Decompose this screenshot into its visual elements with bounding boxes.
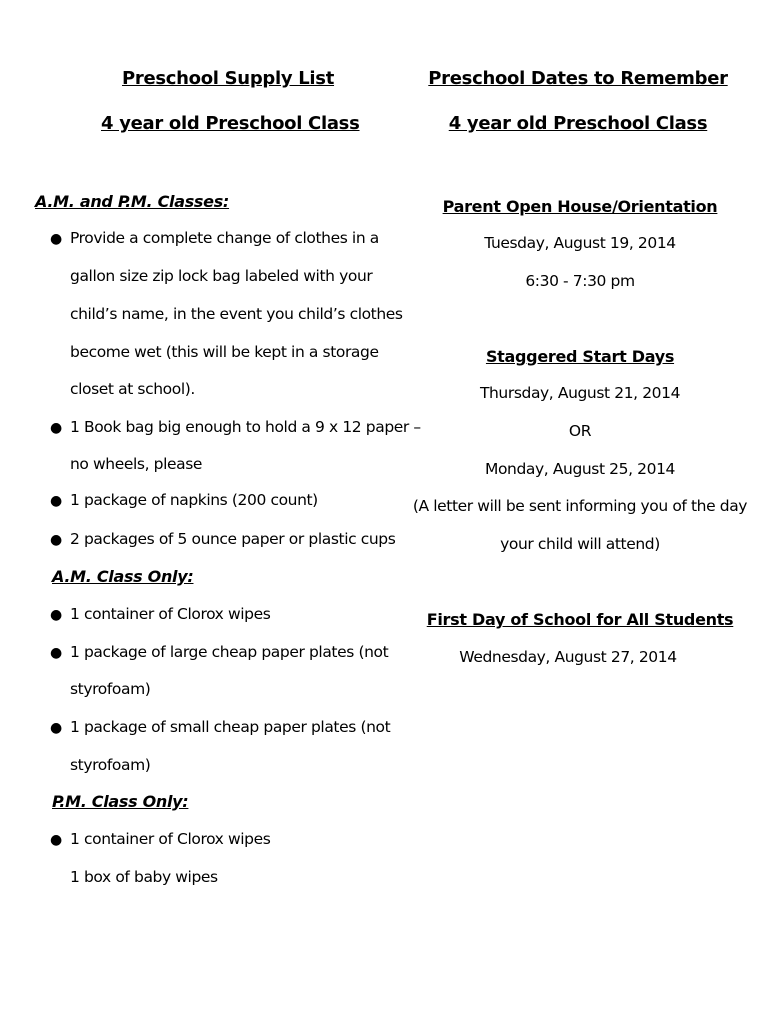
event-heading-open-house: Parent Open House/Orientation <box>442 197 718 216</box>
list-item-line: Provide a complete change of clothes in a <box>70 229 379 247</box>
event-line: 6:30 - 7:30 pm <box>525 272 635 290</box>
event-line: OR <box>568 422 592 440</box>
event-line: Thursday, August 21, 2014 <box>479 384 681 402</box>
list-item-line: gallon size zip lock bag labeled with your <box>70 267 373 285</box>
bullet-icon: ● <box>50 420 63 436</box>
event-line: Tuesday, August 19, 2014 <box>484 234 676 252</box>
section-heading-am-pm: A.M. and P.M. Classes: <box>35 192 230 211</box>
bullet-icon: ● <box>50 493 63 509</box>
dates-title: Preschool Dates to Remember <box>428 68 728 89</box>
event-heading-first-day: First Day of School for All Students <box>426 610 734 629</box>
list-item-line: styrofoam) <box>70 756 151 774</box>
event-heading-staggered-start: Staggered Start Days <box>485 347 675 366</box>
list-item-line: styrofoam) <box>70 680 151 698</box>
list-item-line: become wet (this will be kept in a storage <box>70 343 379 361</box>
list-item-line: 1 package of small cheap paper plates (not <box>70 718 391 736</box>
section-heading-pm-only: P.M. Class Only: <box>52 792 189 811</box>
bullet-icon: ● <box>50 532 63 548</box>
list-item-line: 2 packages of 5 ounce paper or plastic cups <box>70 530 396 548</box>
bullet-icon: ● <box>50 645 63 661</box>
list-item-line: no wheels, please <box>70 455 203 473</box>
bullet-icon: ● <box>50 832 63 848</box>
list-item-line: 1 Book bag big enough to hold a 9 x 12 paper – <box>70 418 421 436</box>
list-item-line: 1 package of large cheap paper plates (not <box>70 643 389 661</box>
event-line: your child will attend) <box>500 535 660 553</box>
list-item-line: 1 box of baby wipes <box>70 868 218 886</box>
bullet-icon: ● <box>50 231 63 247</box>
event-line: Monday, August 25, 2014 <box>484 460 676 478</box>
section-heading-am-only: A.M. Class Only: <box>52 567 194 586</box>
list-item-line: child’s name, in the event you child’s clothes <box>70 305 403 323</box>
list-item-line: 1 package of napkins (200 count) <box>70 491 318 509</box>
list-item-line: closet at school). <box>70 380 195 398</box>
list-item-line: 1 container of Clorox wipes <box>70 605 271 623</box>
bullet-icon: ● <box>50 720 63 736</box>
supply-list-title: Preschool Supply List <box>122 68 335 89</box>
supply-list-subtitle: 4 year old Preschool Class <box>101 113 360 134</box>
list-item-line: 1 container of Clorox wipes <box>70 830 271 848</box>
dates-subtitle: 4 year old Preschool Class <box>448 113 708 134</box>
event-line: Wednesday, August 27, 2014 <box>459 648 677 666</box>
event-line: (A letter will be sent informing you of the day <box>412 497 748 515</box>
bullet-icon: ● <box>50 607 63 623</box>
